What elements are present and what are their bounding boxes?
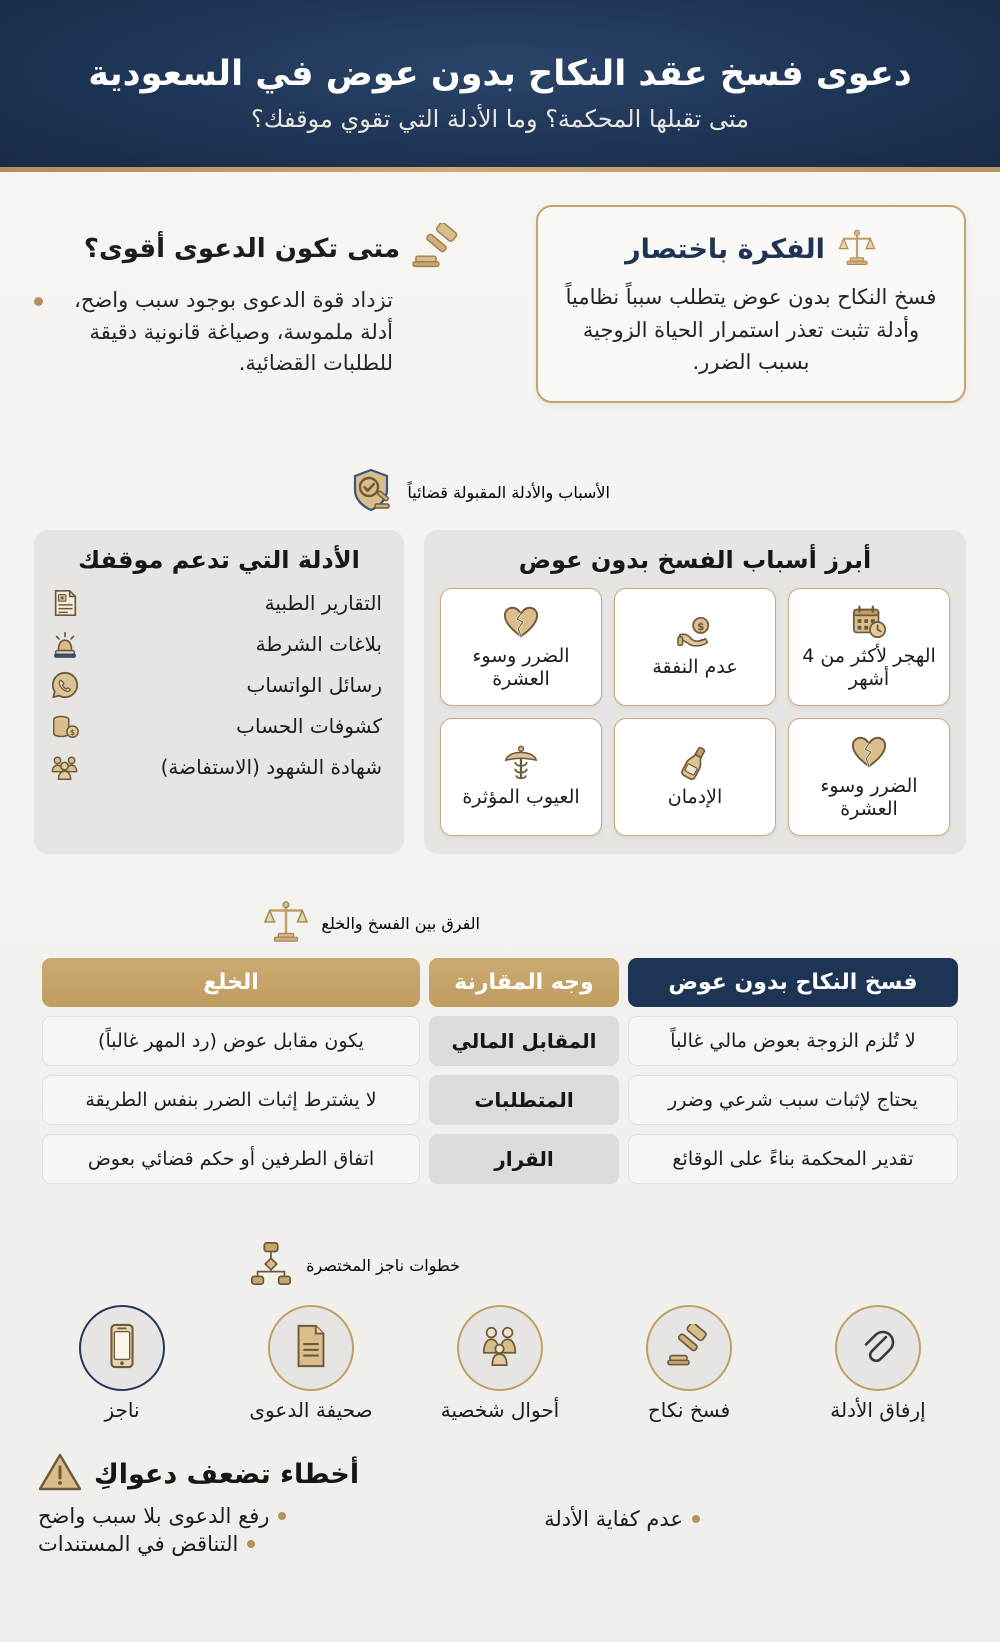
step-label: فسخ نكاح (647, 1398, 731, 1422)
scales-icon (837, 227, 877, 271)
hand-coin-icon (676, 614, 714, 652)
paperclip-icon (856, 1324, 900, 1372)
steps-section-heading-text: خطوات ناجز المختصرة (306, 1255, 460, 1275)
calendar-clock-icon (850, 603, 888, 641)
reasons-section-heading (347, 466, 610, 518)
reasons-evidence-panels (34, 530, 966, 854)
evidence-item-label: شهادة الشهود (الاستفاضة) (160, 755, 382, 779)
step-label: إرفاق الأدلة (830, 1398, 926, 1422)
police-siren-icon (50, 629, 80, 659)
shield-check-gavel-icon (347, 466, 395, 518)
steps-row (38, 1305, 962, 1422)
step-item[interactable] (227, 1305, 395, 1422)
svg-text:$: $ (697, 621, 705, 634)
bullet-dot-icon (247, 1540, 255, 1548)
evidence-item-label: بلاغات الشرطة (255, 632, 382, 656)
list-item (38, 1504, 286, 1528)
column-header-aspect: وجه المقارنة (429, 958, 619, 1007)
step-item[interactable] (38, 1305, 206, 1422)
bullet-dot-icon (34, 297, 43, 306)
reason-card-label: الضرر وسوء العشرة (472, 644, 570, 690)
mistake-text: التناقض في المستندات (38, 1532, 239, 1556)
evidence-panel-title: الأدلة التي تدعم موقفك (78, 546, 360, 574)
cell-aspect: المتطلبات (429, 1075, 619, 1125)
cell-fasakh: يحتاج لإثبات سبب شرعي وضرر (628, 1075, 958, 1125)
phone-icon (104, 1323, 140, 1373)
bottle-icon (676, 744, 714, 782)
strong-case-title: متى تكون الدعوى أقوى؟ (83, 234, 401, 264)
step-item[interactable] (605, 1305, 773, 1422)
evidence-panel (34, 530, 404, 854)
list-item (50, 752, 382, 782)
step-circle (835, 1305, 921, 1391)
witnesses-icon (50, 752, 80, 782)
list-item (38, 1532, 255, 1556)
flowchart-icon (248, 1240, 294, 1290)
cell-fasakh: تقدير المحكمة بناءً على الوقائع (628, 1134, 958, 1184)
caduceus-icon (502, 744, 540, 782)
table-row (42, 1134, 958, 1184)
page-title: دعوى فسخ عقد النكاح بدون عوض في السعودية (88, 53, 912, 94)
svg-text:$: $ (69, 728, 76, 737)
comparison-section-heading-text: الفرق بين الفسخ والخلع (321, 913, 480, 933)
mistake-extra-text: عدم كفاية الأدلة (544, 1507, 683, 1531)
strong-case-bullet (34, 285, 514, 380)
mistake-extra-item (544, 1507, 700, 1531)
list-item (50, 629, 382, 659)
list-item (50, 670, 382, 700)
list-item (50, 588, 382, 618)
mistakes-list (38, 1504, 962, 1556)
table-header-row (42, 958, 958, 1007)
strong-case-block (34, 205, 514, 380)
bullet-dot-icon (278, 1512, 286, 1520)
bullet-dot-icon (692, 1515, 700, 1523)
cell-fasakh: لا تُلزم الزوجة بعوض مالي غالباً (628, 1016, 958, 1066)
reasons-panel (424, 530, 966, 854)
evidence-item-label: كشوفات الحساب (236, 714, 382, 738)
strong-case-bullet-text: تزداد قوة الدعوى بوجود سبب واضح، أدلة ملموسة، وصياغة قانونية دقيقة للطلبات القضائية. (74, 288, 393, 375)
reasons-panel-title: أبرز أسباب الفسخ بدون عوض (518, 546, 872, 574)
list-item (50, 711, 382, 741)
mistakes-heading-text: أخطاء تضعف دعواكِ (94, 1458, 360, 1490)
idea-card-title: الفكرة باختصار (625, 233, 825, 265)
step-label: صحيفة الدعوى (249, 1398, 373, 1422)
idea-card-body: فسخ النكاح بدون عوض يتطلب سبباً نظامياً وأدلة تثبت تعذر استمرار الحياة الزوجية بسبب الضرر. (565, 285, 937, 375)
evidence-list (50, 588, 388, 782)
steps-section-heading (248, 1240, 460, 1290)
reason-card-label: الهجر لأكثر من 4 أشهر (802, 644, 936, 690)
family-icon (477, 1323, 523, 1373)
step-label: ناجز (104, 1398, 140, 1422)
idea-summary-card (536, 205, 966, 403)
reason-card[interactable] (788, 718, 950, 836)
column-header-khul: الخلع (42, 958, 420, 1007)
reason-card-label: عدم النفقة (652, 656, 738, 679)
balance-scales-icon (263, 898, 309, 948)
cell-aspect: القرار (429, 1134, 619, 1184)
medical-report-icon (50, 588, 80, 618)
broken-heart-icon (850, 733, 888, 771)
broken-heart-icon (502, 603, 540, 641)
top-cards-row (34, 205, 966, 403)
reasons-section-heading-text: الأسباب والأدلة المقبولة قضائياً (407, 482, 610, 502)
reason-card[interactable] (440, 588, 602, 706)
step-item[interactable] (416, 1305, 584, 1422)
reasons-grid (440, 588, 950, 836)
step-circle (646, 1305, 732, 1391)
evidence-item-label: رسائل الواتساب (246, 673, 382, 697)
reason-card[interactable] (440, 718, 602, 836)
cell-khul: اتفاق الطرفين أو حكم قضائي بعوض (42, 1134, 420, 1184)
step-circle (268, 1305, 354, 1391)
comparison-table (42, 958, 958, 1184)
idea-card-header (558, 227, 944, 271)
table-row (42, 1016, 958, 1066)
reason-card-label: الضرر وسوء العشرة (820, 774, 918, 820)
cell-khul: لا يشترط إثبات الضرر بنفس الطريقة (42, 1075, 420, 1125)
step-item[interactable] (794, 1305, 962, 1422)
comparison-section-heading (263, 898, 480, 948)
warning-triangle-icon (38, 1452, 82, 1496)
reason-card-label: العيوب المؤثرة (462, 786, 580, 809)
gavel-icon (666, 1324, 712, 1372)
evidence-item-label: التقارير الطبية (264, 591, 382, 615)
strong-case-header (34, 223, 514, 275)
whatsapp-icon (50, 670, 80, 700)
mistake-text: رفع الدعوى بلا سبب واضح (38, 1504, 270, 1528)
step-circle (457, 1305, 543, 1391)
table-row (42, 1075, 958, 1125)
reason-card-label: الإدمان (667, 786, 723, 809)
step-circle (79, 1305, 165, 1391)
step-label: أحوال شخصية (440, 1398, 560, 1422)
gavel-icon (412, 223, 464, 275)
column-header-fasakh: فسخ النكاح بدون عوض (628, 958, 958, 1007)
document-icon (290, 1323, 332, 1373)
page-subtitle: متى تقبلها المحكمة؟ وما الأدلة التي تقوي موقفك؟ (251, 105, 750, 134)
reason-card[interactable] (614, 588, 776, 706)
mistakes-heading (38, 1452, 962, 1496)
reason-card[interactable] (614, 718, 776, 836)
cell-aspect: المقابل المالي (429, 1016, 619, 1066)
page-header (0, 0, 1000, 172)
coins-icon (50, 711, 80, 741)
mistakes-section (38, 1452, 962, 1556)
cell-khul: يكون مقابل عوض (رد المهر غالباً) (42, 1016, 420, 1066)
reason-card[interactable] (788, 588, 950, 706)
